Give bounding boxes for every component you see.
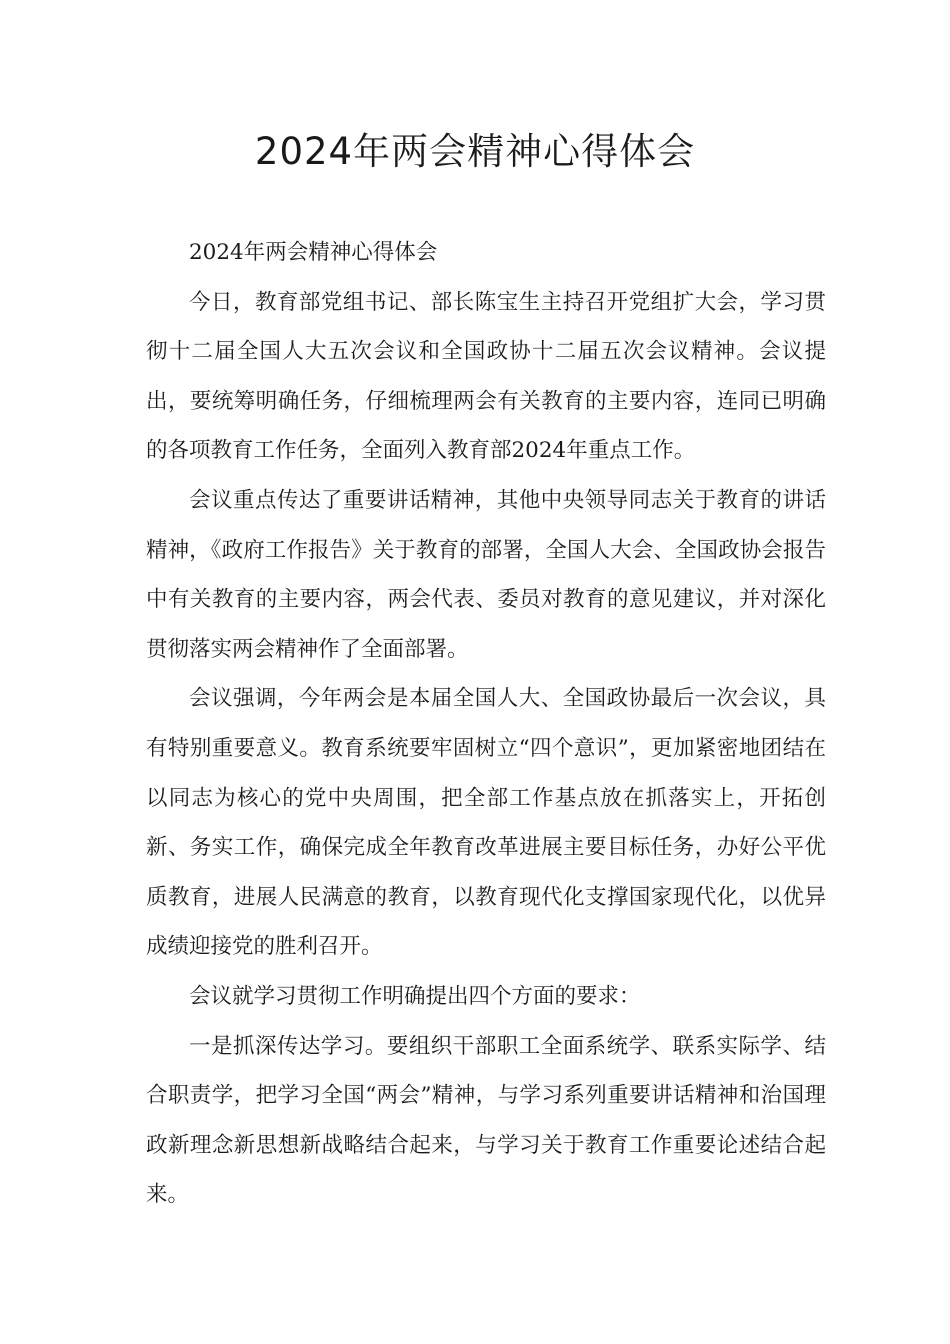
document-title: 2024年两会精神心得体会 [254,130,696,173]
paragraph-emphasis: 会议强调，今年两会是本届全国人大、全国政协最后一次会议，具有特别重要意义。教育系统要牢固树立“四个意识”，更加紧密地团结在以同志为核心的党中央周围，把全部工作基点放在抓落实上，开拓创新、务实工作，确保完成全年教育改革进展主要目标任务，办好公平优质教育，进展人民满意的教育，以教育现代化支撑国家现代化，以优异成绩迎接党的胜利召开。 [146,686,826,960]
paragraph-meeting-intro: 今日，教育部党组书记、部长陈宝生主持召开党组扩大会，学习贯彻十二届全国人大五次会议和全国政协十二届五次会议精神。会议提出，要统筹明确任务，仔细梳理两会有关教育的主要内容，连同已明确的各项教育工作任务，全面列入教育部2024年重点工作。 [146,289,826,464]
paragraph-subtitle: 2024年两会精神心得体会 [189,240,438,265]
paragraph-requirements-lead: 会议就学习贯彻工作明确提出四个方面的要求： [189,983,641,1009]
paragraph-key-points: 会议重点传达了重要讲话精神，其他中央领导同志关于教育的讲话精神，《政府工作报告》关于教育的部署，全国人大会、全国政协会报告中有关教育的主要内容，两会代表、委员对教育的意见建议，并对深化贯彻落实两会精神作了全面部署。 [146,487,826,662]
paragraph-requirement-one: 一是抓深传达学习。要组织干部职工全面系统学、联系实际学、结合职责学，把学习全国“两会”精神，与学习系列重要讲话精神和治国理政新理念新思想新战略结合起来，与学习关于教育工作重要论述结合起来。 [146,1033,826,1208]
document-body [146,228,826,1220]
